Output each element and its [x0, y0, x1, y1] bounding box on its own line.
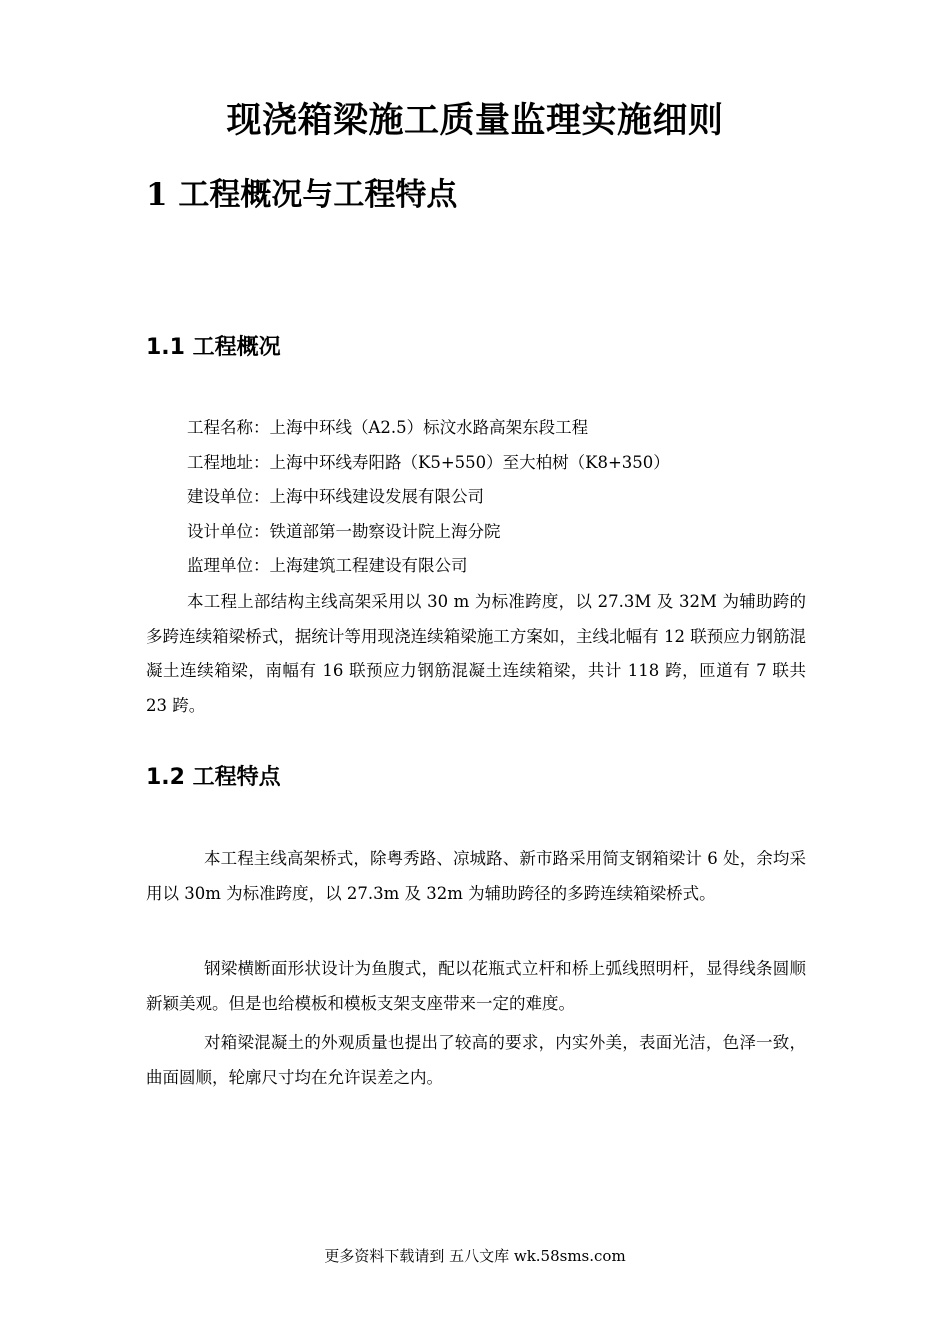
supervision-unit-line: 监理单位：上海建筑工程建设有限公司 — [187, 556, 468, 575]
feature-paragraph-1: 本工程主线高架桥式，除粤秀路、凉城路、新市路采用简支钢箱梁计 6 处，余均采用以 30m 为标准跨度，以 27.3m 及 32m 为辅助跨径的多跨连续箱梁桥式。 — [146, 849, 806, 903]
section-1-1-heading: 1.1 工程概况 — [146, 335, 281, 360]
owner-unit-line: 建设单位：上海中环线建设发展有限公司 — [187, 487, 484, 506]
project-info-list — [187, 411, 670, 584]
chapter-1-heading: 1 工程概况与工程特点 — [146, 177, 458, 213]
section-1-2-heading: 1.2 工程特点 — [146, 765, 281, 790]
feature-paragraph-3: 对箱梁混凝土的外观质量也提出了较高的要求，内实外美，表面光洁，色泽一致，曲面圆顺，轮廓尺寸均在允许误差之内。 — [146, 1033, 806, 1087]
project-address-line: 工程地址：上海中环线寿阳路（K5+550）至大柏树（K8+350） — [187, 452, 670, 472]
document-title: 现浇箱梁施工质量监理实施细则 — [226, 100, 724, 141]
overview-paragraph: 本工程上部结构主线高架采用以 30 m 为标准跨度，以 27.3M 及 32M 为辅助跨的多跨连续箱梁桥式，据统计等用现浇连续箱梁施工方案如，主线北幅有 12 联预应力钢筋混凝土连续箱梁，南幅有 16 联预应力钢筋混凝土连续箱梁，共计 118 跨，匝道有 7 联共 23 跨。 — [146, 592, 806, 715]
design-unit-line: 设计单位：铁道部第一勘察设计院上海分院 — [187, 521, 501, 541]
page-footer: 更多资料下载请到 五八文库 wk.58sms.com — [324, 1247, 626, 1265]
feature-paragraph-2: 钢梁横断面形状设计为鱼腹式，配以花瓶式立杆和桥上弧线照明杆，显得线条圆顺新颖美观。但是也给模板和模板支架支座带来一定的难度。 — [146, 959, 806, 1013]
project-name-line: 工程名称：上海中环线（A2.5）标汶水路高架东段工程 — [187, 418, 589, 437]
